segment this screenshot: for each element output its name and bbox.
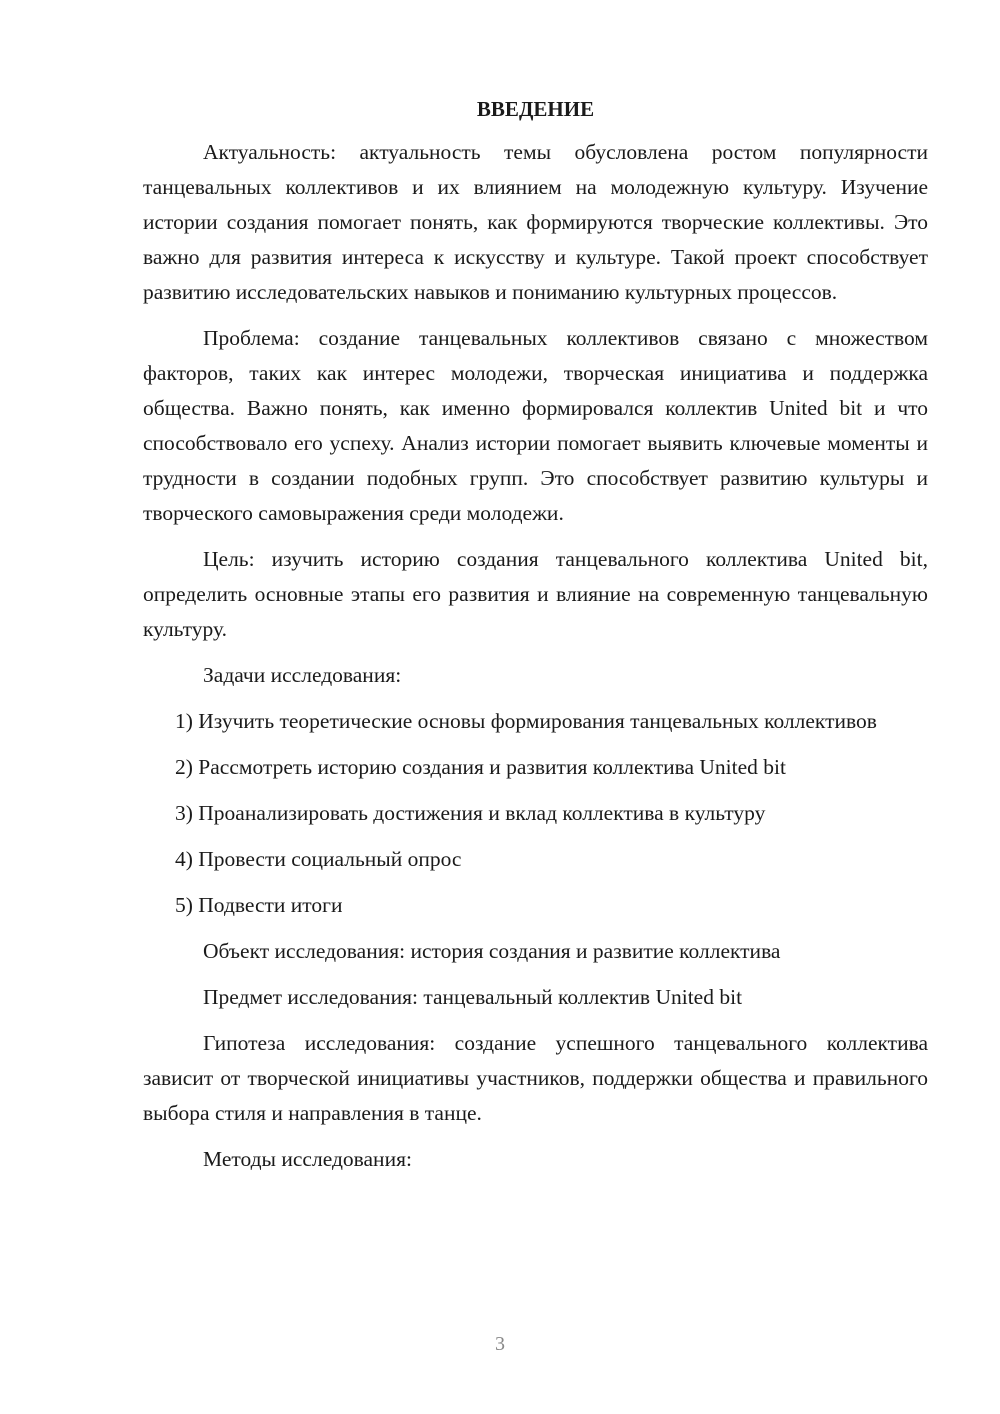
subject-paragraph: Предмет исследования: танцевальный коллектив United bit [203, 985, 743, 1009]
relevance-paragraph: Актуальность: актуальность темы обусловлена ростом популярности танцевальных коллективов и их влиянием на молодежную культуру. Изучение истории создания помогает понять, как формируются творческие коллективы. Это важно для развития интереса к искусству и культуре. Такой проект способствует развитию исследовательских навыков и пониманию культурных процессов. [143, 140, 928, 304]
task-item: 5) Подвести итоги [175, 893, 343, 917]
task-item: 4) Провести социальный опрос [175, 847, 462, 871]
task-item: 1) Изучить теоретические основы формирования танцевальных коллективов [175, 709, 877, 733]
page-content [143, 92, 928, 1188]
page-number: 3 [495, 1333, 505, 1355]
methods-paragraph: Методы исследования: [203, 1147, 412, 1171]
task-item: 2) Рассмотреть историю создания и развития коллектива United bit [175, 755, 786, 779]
problem-paragraph: Проблема: создание танцевальных коллективов связано с множеством факторов, таких как интерес молодежи, творческая инициатива и поддержка общества. Важно понять, как именно формировался коллектив United bit и что способствовало его успеху. Анализ истории помогает выявить ключевые моменты и трудности в создании подобных групп. Это способствует развитию культуры и творческого самовыражения среди молодежи. [143, 326, 928, 525]
section-heading: ВВЕДЕНИЕ [476, 97, 595, 121]
goal-paragraph: Цель: изучить историю создания танцевального коллектива United bit, определить основные этапы его развития и влияние на современную танцевальную культуру. [143, 547, 928, 641]
object-paragraph: Объект исследования: история создания и развитие коллектива [203, 939, 781, 963]
task-item: 3) Проанализировать достижения и вклад коллектива в культуру [175, 801, 766, 825]
tasks-title: Задачи исследования: [203, 663, 402, 687]
hypothesis-paragraph: Гипотеза исследования: создание успешного танцевального коллектива зависит от творческой инициативы участников, поддержки общества и правильного выбора стиля и направления в танце. [143, 1031, 928, 1125]
